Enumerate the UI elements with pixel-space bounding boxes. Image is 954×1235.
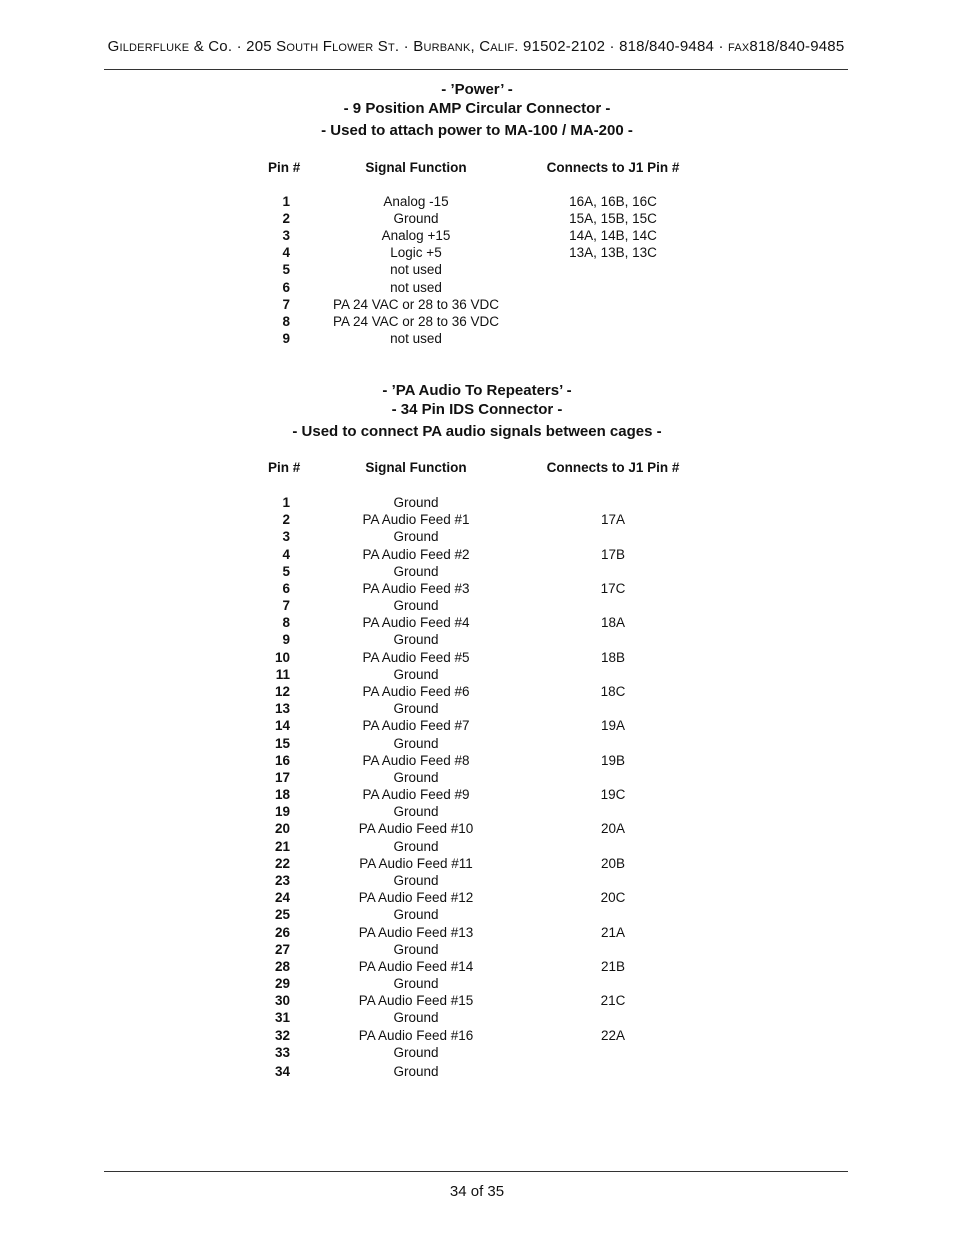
pin-number: 7 — [282, 598, 290, 614]
pin-number: 2 — [282, 211, 290, 226]
signal-function: PA Audio Feed #3 — [362, 580, 470, 596]
pin-number: 8 — [282, 314, 290, 329]
signal-function: Ground — [393, 666, 439, 682]
table-row — [0, 821, 954, 838]
signal-function: Ground — [393, 632, 439, 648]
street-name: South Flower St. — [276, 38, 400, 55]
pin-number: 33 — [274, 1044, 290, 1060]
pin-number: 22 — [274, 855, 290, 871]
pin-number: 20 — [274, 821, 290, 837]
table-row — [0, 262, 954, 279]
table-row — [0, 804, 954, 821]
j1-pin: 18B — [600, 649, 626, 665]
table-row — [0, 753, 954, 770]
pa-col-pin: Pin # — [268, 460, 301, 475]
signal-function: Ground — [393, 735, 439, 751]
pin-number: 4 — [282, 245, 290, 260]
signal-function: Ground — [393, 1063, 439, 1079]
street-number: 205 — [246, 38, 272, 55]
table-row — [0, 1064, 954, 1081]
j1-pin: 20B — [600, 855, 626, 871]
pin-number: 6 — [282, 280, 290, 295]
pin-number: 12 — [274, 684, 290, 699]
company-suffix: & Co. — [193, 38, 233, 55]
table-row — [0, 314, 954, 331]
pin-number: 3 — [282, 529, 290, 545]
table-row — [0, 211, 954, 228]
j1-pin: 20A — [600, 821, 626, 837]
pin-number: 26 — [274, 924, 290, 940]
j1-pin: 17A — [600, 512, 626, 528]
table-row — [0, 942, 954, 959]
table-row — [0, 736, 954, 753]
table-row — [0, 701, 954, 718]
header-separator: · — [718, 38, 724, 55]
table-row — [0, 529, 954, 546]
pin-number: 31 — [274, 1010, 290, 1026]
j1-pin: 15A, 15B, 15C — [569, 211, 657, 226]
table-row — [0, 856, 954, 873]
pin-number: 21 — [274, 838, 290, 854]
header-separator: · — [609, 38, 615, 55]
signal-function: not used — [390, 280, 442, 295]
signal-function: Logic +5 — [390, 245, 442, 260]
table-row — [0, 667, 954, 684]
table-row — [0, 547, 954, 564]
signal-function: PA Audio Feed #12 — [358, 890, 474, 906]
signal-function: Analog -15 — [383, 194, 449, 209]
table-row — [0, 194, 954, 211]
j1-pin: 16A, 16B, 16C — [569, 194, 657, 209]
company-name: Gilderfluke — [107, 38, 190, 55]
pa-col-signal: Signal Function — [365, 460, 467, 475]
table-row — [0, 873, 954, 890]
pa-audio-description: - Used to connect PA audio signals between cages - — [292, 423, 662, 440]
zip-code: 91502-2102 — [523, 38, 606, 55]
pin-number: 19 — [274, 804, 290, 820]
footer-divider — [104, 1171, 848, 1172]
signal-function: not used — [390, 262, 442, 277]
j1-pin: 17B — [600, 546, 626, 562]
pin-number: 34 — [274, 1063, 290, 1079]
pin-number: 1 — [282, 194, 290, 209]
table-row — [0, 615, 954, 632]
signal-function: Ground — [393, 529, 439, 545]
table-row — [0, 331, 954, 348]
table-row — [0, 1045, 954, 1062]
table-row — [0, 684, 954, 701]
fax-label: fax — [728, 38, 750, 55]
table-row — [0, 839, 954, 856]
signal-function: Ground — [393, 211, 439, 226]
table-row — [0, 512, 954, 529]
header-separator: · — [403, 38, 409, 55]
signal-function: PA Audio Feed #7 — [362, 718, 470, 734]
pin-number: 13 — [274, 701, 290, 717]
j1-pin: 21B — [600, 958, 626, 974]
pin-number: 1 — [282, 495, 290, 510]
pin-number: 9 — [282, 632, 290, 648]
pin-number: 18 — [274, 787, 290, 803]
signal-function: Ground — [393, 495, 439, 510]
signal-function: not used — [390, 331, 442, 346]
power-connector-title: - 9 Position AMP Circular Connector - — [343, 100, 611, 117]
table-row — [0, 907, 954, 924]
j1-pin: 18C — [600, 684, 626, 699]
table-row — [0, 718, 954, 735]
pin-number: 8 — [282, 615, 290, 631]
signal-function: Ground — [393, 838, 439, 854]
phone-number: 818/840-9484 — [619, 38, 715, 55]
j1-pin: 18A — [600, 615, 626, 631]
pin-number: 5 — [282, 563, 290, 579]
signal-function: Analog +15 — [381, 228, 451, 243]
fax-number: 818/840-9485 — [749, 38, 845, 55]
pin-number: 7 — [282, 297, 290, 312]
pin-number: 10 — [274, 649, 290, 665]
signal-function: PA 24 VAC or 28 to 36 VDC — [332, 314, 500, 329]
signal-function: PA Audio Feed #5 — [362, 649, 470, 665]
power-col-j1: Connects to J1 Pin # — [546, 160, 680, 175]
signal-function: PA Audio Feed #4 — [362, 615, 470, 631]
table-row — [0, 1028, 954, 1045]
j1-pin: 21C — [600, 993, 626, 1009]
pin-number: 24 — [274, 890, 290, 906]
signal-function: Ground — [393, 804, 439, 820]
table-row — [0, 598, 954, 615]
signal-function: PA 24 VAC or 28 to 36 VDC — [332, 297, 500, 312]
power-description: - Used to attach power to MA-100 / MA-200 - — [321, 122, 633, 139]
table-row — [0, 1010, 954, 1027]
table-row — [0, 228, 954, 245]
pa-audio-title: - ’PA Audio To Repeaters’ - — [382, 382, 572, 399]
table-row — [0, 581, 954, 598]
j1-pin: 20C — [600, 890, 626, 906]
signal-function: Ground — [393, 1010, 439, 1026]
signal-function: PA Audio Feed #9 — [362, 787, 470, 803]
j1-pin: 19B — [600, 752, 626, 768]
pin-number: 25 — [274, 907, 290, 923]
signal-function: PA Audio Feed #16 — [358, 1027, 474, 1043]
table-row — [0, 245, 954, 262]
signal-function: PA Audio Feed #15 — [358, 993, 474, 1009]
signal-function: PA Audio Feed #13 — [358, 924, 474, 940]
pa-col-j1: Connects to J1 Pin # — [546, 460, 680, 475]
signal-function: PA Audio Feed #14 — [358, 958, 474, 974]
signal-function: Ground — [393, 598, 439, 614]
pin-number: 3 — [282, 228, 290, 243]
page-number: 34 of 35 — [449, 1183, 505, 1200]
pin-number: 16 — [274, 752, 290, 768]
j1-pin: 17C — [600, 580, 626, 596]
city: Burbank, Calif. — [413, 38, 519, 55]
signal-function: PA Audio Feed #11 — [359, 855, 473, 871]
signal-function: Ground — [393, 941, 439, 957]
pin-number: 29 — [274, 976, 290, 991]
table-row — [0, 976, 954, 993]
signal-function: PA Audio Feed #10 — [358, 821, 474, 837]
power-col-pin: Pin # — [268, 160, 301, 175]
signal-function: Ground — [393, 1044, 439, 1060]
pin-number: 23 — [274, 873, 290, 888]
signal-function: Ground — [393, 976, 439, 991]
pin-number: 5 — [282, 262, 290, 277]
signal-function: Ground — [393, 701, 439, 717]
power-col-signal: Signal Function — [365, 160, 467, 175]
table-row — [0, 993, 954, 1010]
pin-number: 17 — [274, 769, 290, 785]
pin-number: 6 — [282, 580, 290, 596]
table-row — [0, 297, 954, 314]
table-row — [0, 787, 954, 804]
page-header — [104, 38, 848, 55]
signal-function: PA Audio Feed #8 — [362, 752, 470, 768]
pin-number: 32 — [274, 1027, 290, 1043]
pin-number: 14 — [274, 718, 290, 734]
table-row — [0, 632, 954, 649]
table-row — [0, 959, 954, 976]
table-row — [0, 650, 954, 667]
j1-pin: 19A — [600, 718, 626, 734]
pin-number: 4 — [282, 546, 290, 562]
pin-number: 11 — [275, 666, 290, 682]
power-title: - ’Power’ - — [441, 81, 513, 98]
pin-number: 27 — [274, 941, 290, 957]
j1-pin: 19C — [600, 787, 626, 803]
table-row — [0, 495, 954, 512]
signal-function: PA Audio Feed #1 — [362, 512, 470, 528]
j1-pin: 22A — [600, 1027, 626, 1043]
table-row — [0, 770, 954, 787]
signal-function: Ground — [393, 563, 439, 579]
j1-pin: 21A — [600, 924, 626, 940]
pin-number: 9 — [282, 331, 290, 346]
signal-function: Ground — [393, 769, 439, 785]
j1-pin: 13A, 13B, 13C — [569, 245, 657, 260]
header-divider — [104, 69, 848, 70]
signal-function: PA Audio Feed #6 — [362, 684, 470, 699]
header-separator: · — [236, 38, 242, 55]
signal-function: Ground — [393, 907, 439, 923]
table-row — [0, 280, 954, 297]
pin-number: 28 — [274, 958, 290, 974]
table-row — [0, 925, 954, 942]
j1-pin: 14A, 14B, 14C — [569, 228, 657, 243]
table-row — [0, 564, 954, 581]
pa-audio-connector-title: - 34 Pin IDS Connector - — [391, 401, 563, 418]
pin-number: 15 — [274, 735, 290, 751]
pin-number: 30 — [274, 993, 290, 1009]
pin-number: 2 — [282, 512, 290, 528]
signal-function: Ground — [393, 873, 439, 888]
table-row — [0, 890, 954, 907]
signal-function: PA Audio Feed #2 — [362, 546, 470, 562]
